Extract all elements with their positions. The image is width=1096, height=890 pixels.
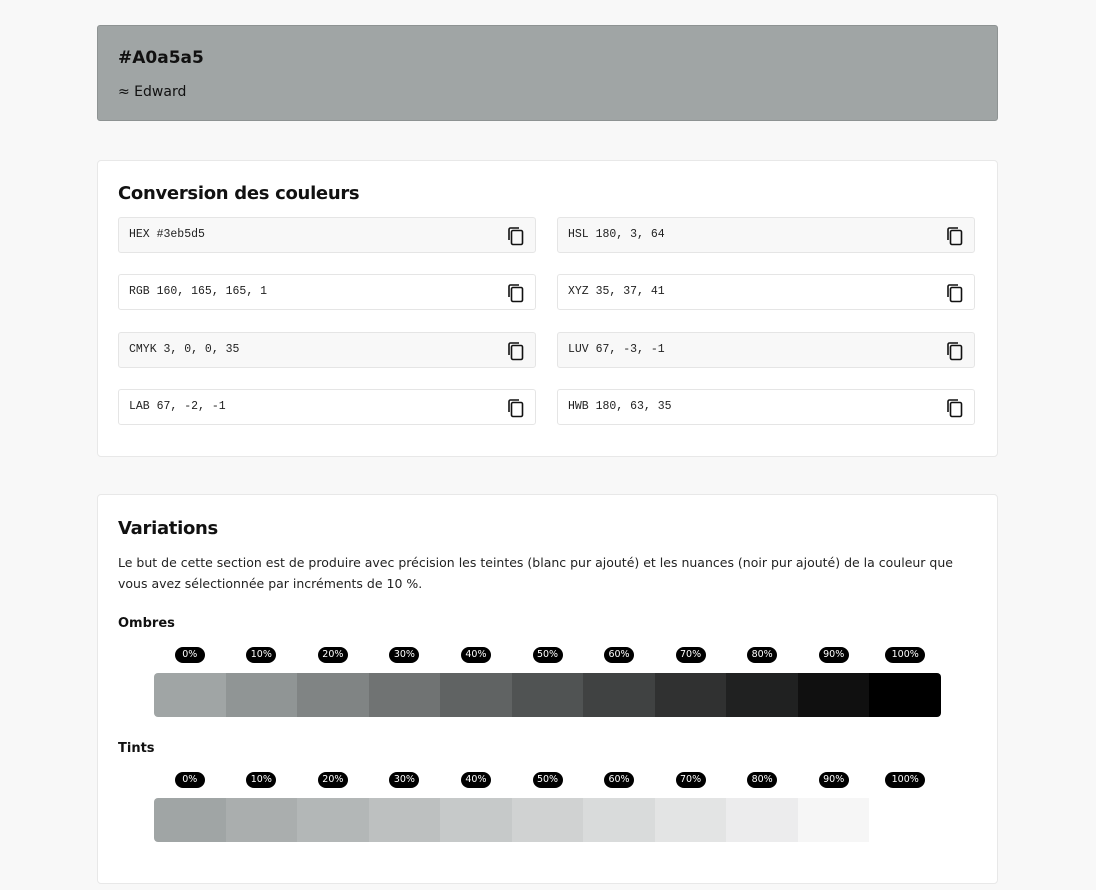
conversion-title: Conversion des couleurs [118, 183, 360, 204]
shades-label: Ombres [118, 616, 175, 631]
copy-icon[interactable] [946, 341, 964, 361]
shades-percent-pill: 30% [389, 647, 419, 663]
shades-swatch[interactable] [726, 673, 798, 717]
tints-percent-pill: 20% [318, 772, 348, 788]
shades-swatch[interactable] [440, 673, 512, 717]
hwb-field [557, 389, 975, 425]
tints-percent-pill: 50% [533, 772, 563, 788]
shades-swatch[interactable] [512, 673, 584, 717]
shades-percent-pill: 60% [604, 647, 634, 663]
tints-swatch[interactable] [726, 798, 798, 842]
tints-percent-pill: 70% [676, 772, 706, 788]
tints-percent-pill: 30% [389, 772, 419, 788]
shades-percent-pill: 10% [246, 647, 276, 663]
rgb-value[interactable]: RGB 160, 165, 165, 1 [129, 285, 268, 298]
tints-swatch[interactable] [226, 798, 298, 842]
shades-percent-pill: 50% [533, 647, 563, 663]
tints-percent-pill: 40% [461, 772, 491, 788]
copy-icon[interactable] [507, 398, 525, 418]
tints-swatch[interactable] [869, 798, 941, 842]
shades-swatch[interactable] [226, 673, 298, 717]
variations-card [97, 494, 998, 884]
luv-value[interactable]: LUV 67, -3, -1 [568, 343, 665, 356]
shades-swatch-row [154, 673, 941, 717]
hex-field [118, 217, 536, 253]
shades-swatch[interactable] [655, 673, 727, 717]
shades-percent-pill: 80% [747, 647, 777, 663]
tints-percent-pill: 60% [604, 772, 634, 788]
variations-description: Le but de cette section est de produire avec précision les teintes (blanc pur ajouté) et les nuances (noir pur ajouté) de la couleur que vous avez sélectionnée par incréments de 10 %. [118, 555, 953, 591]
luv-field [557, 332, 975, 368]
hsl-field [557, 217, 975, 253]
tints-swatch[interactable] [798, 798, 870, 842]
tints-percent-pill: 0% [175, 772, 205, 788]
shades-percent-pill: 70% [676, 647, 706, 663]
tints-swatch[interactable] [369, 798, 441, 842]
color-hex-title: #A0a5a5 [118, 48, 204, 68]
lab-value[interactable]: LAB 67, -2, -1 [129, 400, 226, 413]
rgb-field [118, 274, 536, 310]
tints-swatch[interactable] [655, 798, 727, 842]
shades-swatch[interactable] [297, 673, 369, 717]
tints-swatch[interactable] [512, 798, 584, 842]
tints-label: Tints [118, 741, 155, 756]
color-header [97, 25, 998, 121]
cmyk-value[interactable]: CMYK 3, 0, 0, 35 [129, 343, 240, 356]
tints-percent-pill: 90% [819, 772, 849, 788]
tints-swatch[interactable] [297, 798, 369, 842]
tints-percent-pill: 10% [246, 772, 276, 788]
copy-icon[interactable] [507, 283, 525, 303]
cmyk-field [118, 332, 536, 368]
shades-swatch[interactable] [369, 673, 441, 717]
xyz-value[interactable]: XYZ 35, 37, 41 [568, 285, 665, 298]
copy-icon[interactable] [946, 226, 964, 246]
hsl-value[interactable]: HSL 180, 3, 64 [568, 228, 665, 241]
tints-swatch-row [154, 798, 941, 842]
tints-swatch[interactable] [154, 798, 226, 842]
shades-percent-pill: 90% [819, 647, 849, 663]
tints-percent-pill: 80% [747, 772, 777, 788]
shades-swatch[interactable] [583, 673, 655, 717]
xyz-field [557, 274, 975, 310]
copy-icon[interactable] [507, 226, 525, 246]
shades-percent-pill: 0% [175, 647, 205, 663]
shades-percent-pill: 100% [885, 647, 925, 663]
copy-icon[interactable] [507, 341, 525, 361]
tints-swatch[interactable] [583, 798, 655, 842]
variations-title: Variations [118, 518, 218, 539]
shades-percent-pill: 40% [461, 647, 491, 663]
shades-swatch[interactable] [154, 673, 226, 717]
tints-swatch[interactable] [440, 798, 512, 842]
hwb-value[interactable]: HWB 180, 63, 35 [568, 400, 672, 413]
color-name: ≈ Edward [118, 84, 187, 100]
shades-swatch[interactable] [869, 673, 941, 717]
tints-percent-pill: 100% [885, 772, 925, 788]
copy-icon[interactable] [946, 398, 964, 418]
shades-percent-pill: 20% [318, 647, 348, 663]
copy-icon[interactable] [946, 283, 964, 303]
lab-field [118, 389, 536, 425]
hex-value[interactable]: HEX #3eb5d5 [129, 228, 205, 241]
conversion-card [97, 160, 998, 457]
shades-swatch[interactable] [798, 673, 870, 717]
